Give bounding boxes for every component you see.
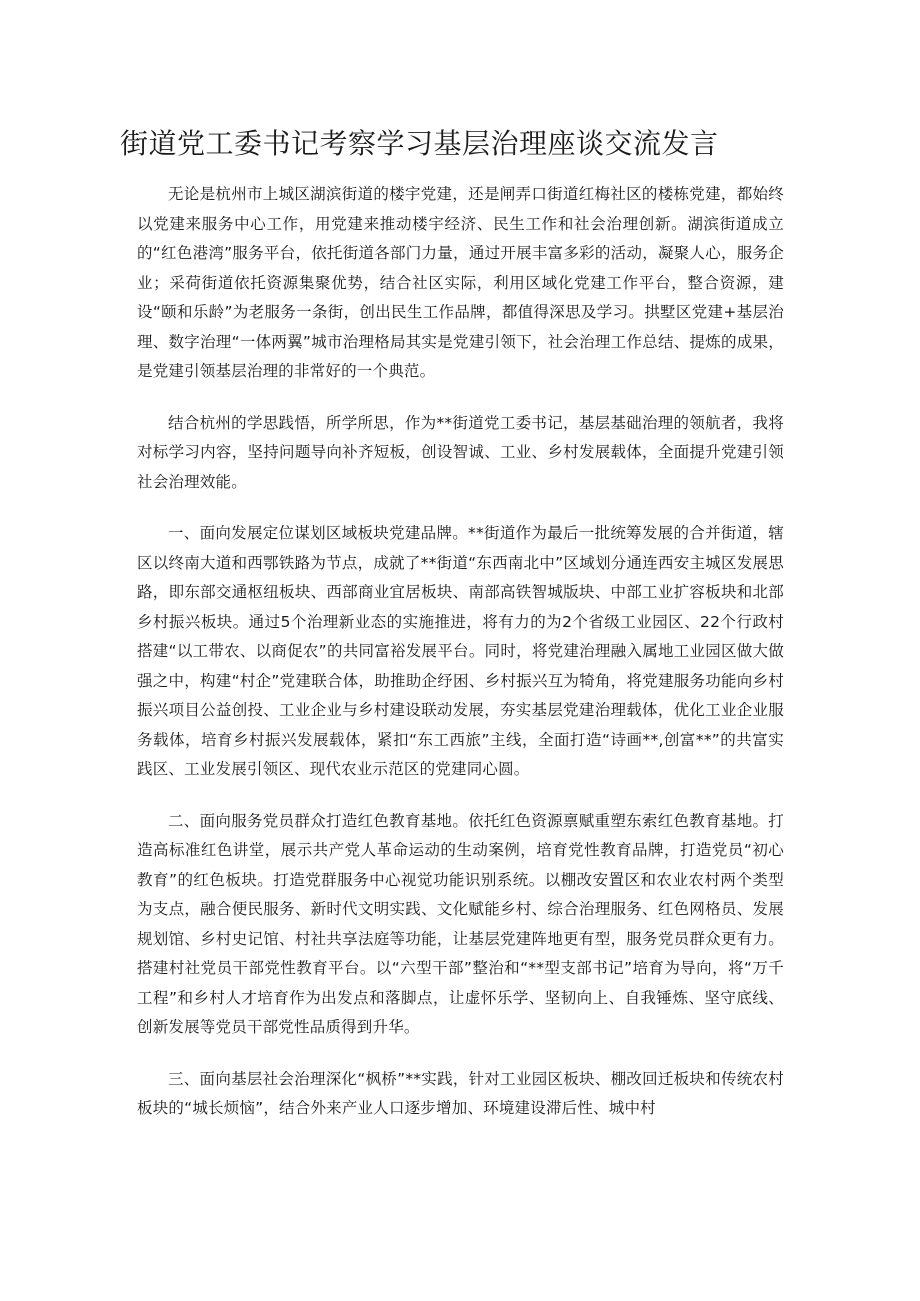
paragraph-1: 无论是杭州市上城区湖滨街道的楼宇党建，还是闸弄口街道红梅社区的楼栋党建，都始终以党建来服务中心工作，用党建来推动楼宇经济、民生工作和社会治理创新。湖滨街道成立的“红色港湾”服务平台，依托街道各部门力量，通过开展丰富多彩的活动，凝聚人心，服务企业；采荷街道依托资源集聚优势，结合社区实际，利用区域化党建工作平台，整合资源，建设“颐和乐龄”为老服务一条街，创出民生工作品牌，都值得深思及学习。拱墅区党建+基层治理、数字治理“一体两翼”城市治理格局其实是党建引领下，社会治理工作总结、提炼的成果，是党建引领基层治理的非常好的一个典范。 xyxy=(137,185,784,380)
document-title: 街道党工委书记考察学习基层治理座谈交流发言 xyxy=(120,127,719,160)
paragraph-4: 二、面向服务党员群众打造红色教育基地。依托红色资源禀赋重塑东索红色教育基地。打造高标准红色讲堂，展示共产党人革命运动的生动案例，培育党性教育品牌，打造党员“初心教育”的红色板块。打造党群服务中心视觉功能识别系统。以棚改安置区和农业农村两个类型为支点，融合便民服务、新时代文明实践、文化赋能乡村、综合治理服务、红色网格员、发展规划馆、乡村史记馆、村社共享法庭等功能，让基层党建阵地更有型，服务党员群众更有力。搭建村社党员干部党性教育平台。以“六型干部”整治和“**型支部书记”培育为导向，将“万千工程”和乡村人才培育作为出发点和落脚点，让虚怀乐学、坚韧向上、自我锤炼、坚守底线、创新发展等党员干部党性品质得到升华。 xyxy=(137,811,784,1036)
paragraph-2: 结合杭州的学思践悟，所学所思，作为**街道党工委书记，基层基础治理的领航者，我将对标学习内容，坚持问题导向补齐短板，创设智诚、工业、乡村发展载体，全面提升党建引领社会治理效能。 xyxy=(137,413,784,491)
paragraph-3: 一、面向发展定位谋划区域板块党建品牌。**街道作为最后一批统筹发展的合并街道，辖区以终南大道和西鄂铁路为节点，成就了**街道“东西南北中”区域划分通连西安主城区发展思路，即东部交通枢纽板块、西部商业宜居板块、南部高铁智城版块、中部工业扩容板块和北部乡村振兴板块。通过5个治理新业态的实施推进，将有力的为2个省级工业园区、22个行政村搭建“以工带农、以商促农”的共同富裕发展平台。同时，将党建治理融入属地工业园区做大做强之中，构建“村企”党建联合体，助推助企纾困、乡村振兴互为犄角，将党建服务功能向乡村振兴项目公益创投、工业企业与乡村建设联动发展，夯实基层党建治理载体，优化工业企业服务载体，培育乡村振兴发展载体，紧扣“东工西旅”主线，全面打造“诗画**,创富**”的共富实践区、工业发展引领区、现代农业示范区的党建同心圆。 xyxy=(137,524,784,778)
document-body xyxy=(137,180,784,1124)
paragraph-5: 三、面向基层社会治理深化“枫桥”**实践，针对工业园区板块、棚改回迁板块和传统农村板块的“城长烦恼”，结合外来产业人口逐步增加、环境建设滞后性、城中村 xyxy=(137,1069,784,1117)
